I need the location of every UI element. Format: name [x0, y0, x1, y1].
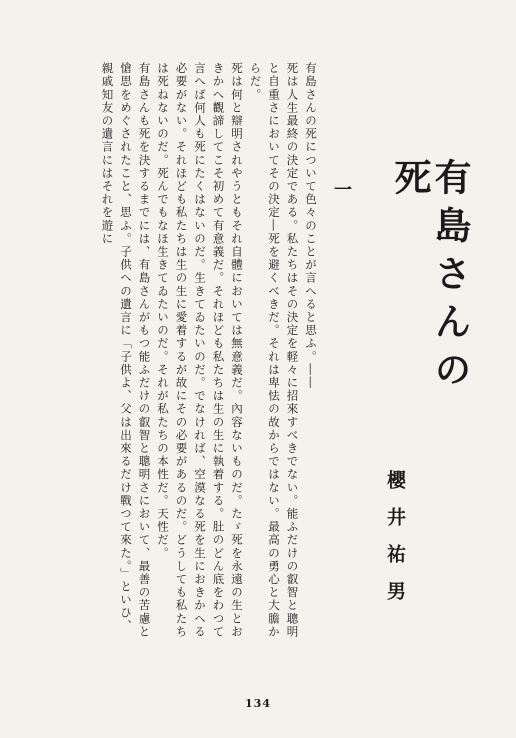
article-body [80, 62, 320, 642]
paragraph: 有島さんも死を決するまでには、有島さんがもつ能ふだけの叡智と聰明さにおいて、最善の苦慮と愴思をめぐされたこと、思ふ。子供への遺言に「子供よ、父は出來るだけ戰つて來た。」といひ、親戚知友の遺言にはそれを遊に [100, 62, 152, 639]
paragraph: 有島さんの死について色々のことが言へると思ふ。―― [304, 62, 318, 390]
author-name: 櫻井祐男 [384, 470, 406, 618]
paragraph: 死は人生最終の決定である。私たちはその決定を軽々に招來すべきでない。能ふだけの叡智と聰明と自重さにおいてその決定―死を避くべきだ。それは卑怯の故からではない。最高の勇心と大膽からだ。 [248, 62, 300, 639]
article-title: 有島さんの死 [388, 158, 472, 398]
paragraph: 死は何と辯明されやうともそれ自體においては無意義だ。內容ないものだ。たゞ死を永遠の生とおきかへ觀諦してこそ初めて有意義だ。それほども私たちは生の生に執着する。肚のどん底をわつて言へば何人も死にたくはないのだ。生きてゐたいのだ。でなければ、空漠なる死を生におきかへる必要がない。それほども私たちは生の生に愛着するが故にその必要があるのだ。どうしても私たちは死ねないのだ。死んでもなほ生きてゐたいのだ。それが私たちの本性だ。天性だ。 [156, 62, 244, 639]
section-number: 一 [331, 180, 352, 198]
page-number: 134 [245, 697, 271, 710]
